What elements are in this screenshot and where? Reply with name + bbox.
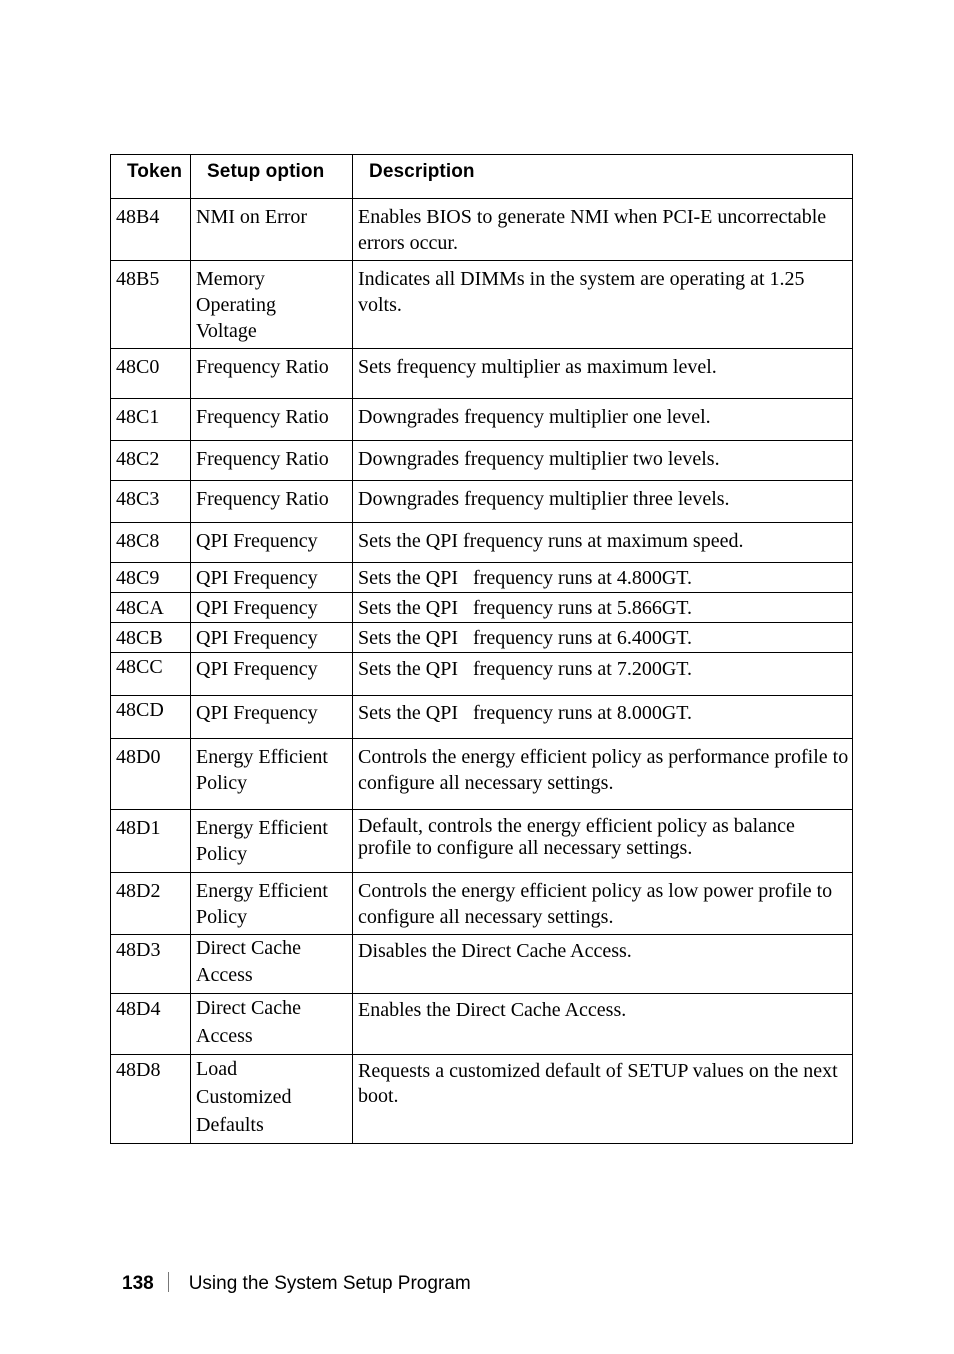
token-cell: 48C0 bbox=[111, 349, 191, 399]
token-cell: 48B4 bbox=[111, 199, 191, 261]
table-row bbox=[111, 696, 853, 739]
description-cell: Sets the QPI frequency runs at maximum speed. bbox=[353, 523, 853, 563]
description-cell: Sets the QPI frequency runs at 7.200GT. bbox=[353, 653, 853, 696]
table-row bbox=[111, 481, 853, 523]
token-cell: 48C1 bbox=[111, 399, 191, 441]
table-row bbox=[111, 810, 853, 873]
description-cell: Sets frequency multiplier as maximum level. bbox=[353, 349, 853, 399]
description-cell: Enables the Direct Cache Access. bbox=[353, 994, 853, 1055]
description-cell: Enables BIOS to generate NMI when PCI-E uncorrectable errors occur. bbox=[353, 199, 853, 261]
table-row bbox=[111, 623, 853, 653]
token-cell: 48CC bbox=[111, 653, 191, 696]
token-cell: 48D2 bbox=[111, 873, 191, 935]
table-row bbox=[111, 935, 853, 994]
header-description: Description bbox=[353, 155, 853, 199]
table-row bbox=[111, 739, 853, 810]
option-cell: Load Customized Defaults bbox=[191, 1055, 353, 1144]
table-row bbox=[111, 441, 853, 481]
token-cell: 48C2 bbox=[111, 441, 191, 481]
description-cell: Disables the Direct Cache Access. bbox=[353, 935, 853, 994]
option-cell: Direct Cache Access bbox=[191, 994, 353, 1055]
token-cell: 48D0 bbox=[111, 739, 191, 810]
setup-options-table bbox=[110, 154, 853, 1144]
description-cell: Sets the QPI frequency runs at 8.000GT. bbox=[353, 696, 853, 739]
table-row bbox=[111, 994, 853, 1055]
description-cell: Downgrades frequency multiplier three levels. bbox=[353, 481, 853, 523]
token-cell: 48C3 bbox=[111, 481, 191, 523]
table-row bbox=[111, 593, 853, 623]
page-footer bbox=[122, 1272, 471, 1295]
description-cell: Requests a customized default of SETUP values on the next boot. bbox=[353, 1055, 853, 1144]
option-cell: QPI Frequency bbox=[191, 696, 353, 739]
header-token: Token bbox=[111, 155, 191, 199]
option-cell: Energy Efficient Policy bbox=[191, 810, 353, 873]
token-cell: 48C9 bbox=[111, 563, 191, 593]
option-cell: Energy Efficient Policy bbox=[191, 873, 353, 935]
token-cell: 48CD bbox=[111, 696, 191, 739]
option-cell: NMI on Error bbox=[191, 199, 353, 261]
table-row bbox=[111, 523, 853, 563]
section-title: Using the System Setup Program bbox=[188, 1273, 471, 1294]
table-row bbox=[111, 1055, 853, 1144]
option-cell: QPI Frequency bbox=[191, 623, 353, 653]
token-cell: 48D1 bbox=[111, 810, 191, 873]
option-cell: QPI Frequency bbox=[191, 653, 353, 696]
token-cell: 48D8 bbox=[111, 1055, 191, 1144]
table-row bbox=[111, 399, 853, 441]
table-row bbox=[111, 199, 853, 261]
token-cell: 48CA bbox=[111, 593, 191, 623]
description-cell: Indicates all DIMMs in the system are operating at 1.25 volts. bbox=[353, 261, 853, 349]
token-cell: 48D3 bbox=[111, 935, 191, 994]
description-cell: Controls the energy efficient policy as performance profile to configure all necessary settings. bbox=[353, 739, 853, 810]
table-row bbox=[111, 349, 853, 399]
option-cell: QPI Frequency bbox=[191, 563, 353, 593]
description-cell: Downgrades frequency multiplier two levels. bbox=[353, 441, 853, 481]
header-setup-option: Setup option bbox=[191, 155, 353, 199]
description-cell: Sets the QPI frequency runs at 6.400GT. bbox=[353, 623, 853, 653]
option-cell: Frequency Ratio bbox=[191, 349, 353, 399]
table-header-row bbox=[111, 155, 853, 199]
option-cell: QPI Frequency bbox=[191, 593, 353, 623]
description-cell: Downgrades frequency multiplier one level. bbox=[353, 399, 853, 441]
table-row bbox=[111, 563, 853, 593]
token-cell: 48CB bbox=[111, 623, 191, 653]
description-cell: Sets the QPI frequency runs at 4.800GT. bbox=[353, 563, 853, 593]
option-cell: Energy Efficient Policy bbox=[191, 739, 353, 810]
option-cell: Memory Operating Voltage bbox=[191, 261, 353, 349]
option-cell: Direct Cache Access bbox=[191, 935, 353, 994]
token-cell: 48D4 bbox=[111, 994, 191, 1055]
option-cell: Frequency Ratio bbox=[191, 481, 353, 523]
description-cell: Default, controls the energy efficient policy as balance profile to configure all necessary settings. bbox=[353, 810, 853, 873]
option-cell: Frequency Ratio bbox=[191, 441, 353, 481]
description-cell: Controls the energy efficient policy as low power profile to configure all necessary settings. bbox=[353, 873, 853, 935]
table-row bbox=[111, 653, 853, 696]
option-cell: QPI Frequency bbox=[191, 523, 353, 563]
page-number: 138 bbox=[122, 1273, 154, 1294]
description-cell: Sets the QPI frequency runs at 5.866GT. bbox=[353, 593, 853, 623]
table-row bbox=[111, 261, 853, 349]
token-cell: 48C8 bbox=[111, 523, 191, 563]
option-cell: Frequency Ratio bbox=[191, 399, 353, 441]
table-row bbox=[111, 873, 853, 935]
footer-separator bbox=[168, 1272, 169, 1292]
token-cell: 48B5 bbox=[111, 261, 191, 349]
